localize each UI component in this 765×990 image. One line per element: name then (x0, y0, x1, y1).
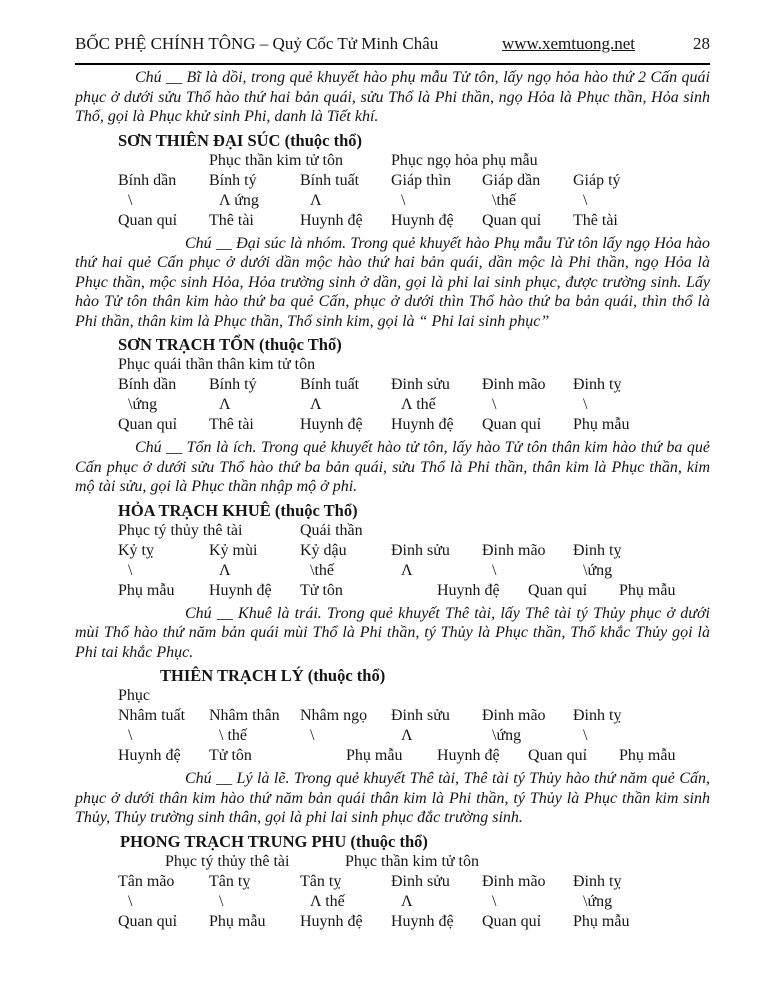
relative-role: Tử tôn (300, 581, 343, 599)
relative-role: Tử tôn (209, 747, 252, 764)
stem-branch: Giáp dần (482, 171, 541, 189)
relative-roles-row (118, 912, 710, 932)
intro-commentary: Chú __ Bĩ là dồi, trong quẻ khuyết hào phụ mẫu Tử tôn, lấy ngọ hỏa hào thứ 2 Cấn quái phục ở dưới sửu Thổ hào thứ hai bản quái, sửu Thổ là Phi thần, ngọ Hỏa là Phục thần, Hỏa sinh Thổ, gọi là Phục khử sinh Phi, danh là Tiết khí. (75, 69, 710, 125)
relative-role: Huynh đệ (209, 581, 272, 599)
line-mark: \ (310, 727, 315, 744)
page-number: 28 (693, 34, 710, 53)
relative-role: Quan quỉ (118, 912, 178, 930)
relative-roles-row (118, 415, 710, 435)
relative-role: Huynh đệ (437, 581, 500, 599)
line-mark: Λ (310, 191, 322, 209)
hidden-spirit-note: Phục thần kim tử tôn (209, 151, 343, 169)
stem-branch: Đinh sửu (391, 541, 450, 559)
book-title: BỐC PHỆ CHÍNH TÔNG – Quỷ Cốc Tử Minh Châu (75, 34, 439, 53)
relative-roles-row (118, 211, 710, 231)
line-mark: \ứng (128, 396, 158, 413)
relative-roles-row (118, 746, 710, 766)
section-son-thien-dai-suc (75, 130, 710, 332)
page-header (75, 34, 710, 65)
section-son-trach-ton (75, 334, 710, 497)
stem-branch: Đinh tỵ (573, 541, 622, 559)
stem-branch: Đinh mão (482, 707, 546, 724)
section-title: HỎA TRẠCH KHUÊ (thuộc Thổ) (118, 500, 358, 520)
hidden-spirit-note: Phục tý thủy thê tài (165, 852, 290, 870)
line-mark: \ (128, 191, 133, 209)
line-mark: \ thế (219, 727, 247, 744)
relative-role: Phụ mẫu (209, 912, 266, 930)
hidden-spirit-note: Quái thần (300, 521, 363, 539)
stem-branch: Đinh sửu (391, 707, 450, 724)
commentary: Chú __ Đại súc là nhóm. Trong quẻ khuyết hào Phụ mẫu Tử tôn lấy ngọ Hỏa hào thứ hai quẻ Cấn phục ở dưới dần mộc hào thứ hai bản quái, dần mộc là Phi thần, ngọ Hỏa là Phục thần, mộc sinh Hỏa, Hỏa trường sinh ở dần, gọi là phi lai sinh phục, được trường sinh. Lấy hào Tử tôn thân kim hào thứ ba quẻ Cấn, phục ở dưới thìn Thổ hào thứ ba bản quái, thìn thổ là Phi thần, thân kim là Phục thần, Thổ sinh kim, gọi là “ Phi lai sinh phục” (75, 234, 710, 330)
commentary: Chú __ Tổn là ích. Trong quẻ khuyết hào tử tôn, lấy hào Tử tôn thân kim hào thứ ba quẻ Cấn phục ở dưới sửu Thổ hào thứ ba bản quái, sửu Thổ là Phi thần, thân kim là Phục thần, kim mộ tài sửu, gọi là Phục thần nhập mộ ở phi. (75, 439, 710, 495)
line-marks-row (118, 395, 710, 415)
relative-role: Huynh đệ (118, 747, 181, 764)
relative-role: Quan quỉ (482, 912, 542, 930)
line-mark: \ (583, 191, 588, 209)
line-marks-row (118, 561, 710, 581)
hidden-spirit-note: Phục quái thần thân kim tử tôn (118, 356, 316, 373)
line-mark: Λ (401, 727, 413, 744)
relative-role: Phụ mẫu (573, 416, 630, 433)
stem-branch: Tân mão (118, 872, 175, 890)
relative-role: Huynh đệ (391, 416, 454, 433)
relative-role: Huynh đệ (391, 912, 454, 930)
line-mark: \ứng (583, 892, 613, 910)
relative-role: Thê tài (209, 211, 254, 229)
line-mark: Λ (401, 892, 413, 910)
hidden-spirit-note-row (75, 355, 710, 375)
relative-role: Thê tài (209, 416, 254, 433)
line-mark: \ (583, 727, 588, 744)
stem-branch: Đinh tỵ (573, 707, 622, 724)
commentary: Chú __ Lý là lẽ. Trong quẻ khuyết Thê tài, Thê tài tý Thủy hào thứ năm quẻ Cấn, phục ở dưới thân kim hào thứ năm bản quái thân kim là Phi thần, tý Thủy là Phục thần kim sinh Thủy, Thủy trường sinh thân, gọi là phi lai sinh phục đắc trường sinh. (75, 770, 710, 826)
stem-branch: Bính dần (118, 376, 177, 393)
line-mark: Λ ứng (219, 191, 259, 209)
section-title: PHONG TRẠCH TRUNG PHU (thuộc thổ) (120, 831, 428, 851)
relative-roles-row (118, 581, 710, 601)
relative-role: Huynh đệ (300, 912, 363, 930)
commentary: Chú __ Khuê là trái. Trong quẻ khuyết Thê tài, lấy Thê tài tý Thủy phục ở dưới mùi Thổ hào thứ năm bản quái mùi Thổ là Phi thần, tý Thủy là Phục thần, Thổ khắc Thủy gọi là Phi tai khắc Phục. (75, 604, 710, 661)
relative-role: Huynh đệ (391, 211, 454, 229)
relative-role: Quan quỉ (482, 416, 542, 433)
line-mark: \ (492, 561, 497, 579)
hidden-spirit-note: Phục tý thủy thê tài (118, 521, 243, 539)
line-mark: Λ (219, 561, 231, 579)
section-title: SƠN TRẠCH TỔN (thuộc Thổ) (118, 335, 342, 354)
line-marks-row (118, 191, 710, 211)
hidden-spirit-note-row (75, 852, 710, 872)
stem-branch: Đinh mão (482, 376, 546, 393)
relative-role: Phụ mẫu (118, 581, 175, 599)
line-mark: \ (583, 396, 588, 413)
relative-role: Phụ mẫu (619, 581, 676, 599)
stem-branch: Đinh mão (482, 541, 546, 559)
relative-role: Huynh đệ (300, 211, 363, 229)
line-mark: Λ (401, 561, 413, 579)
section-phong-trach-trung-phu (75, 831, 710, 932)
stem-branch-row (118, 375, 710, 395)
stem-branch: Kỷ dậu (300, 541, 347, 559)
line-mark: \thế (310, 561, 334, 579)
stem-branch-row (118, 541, 710, 561)
stem-branch: Nhâm tuất (118, 707, 186, 724)
stem-branch-row (118, 872, 710, 892)
stem-branch: Đinh sửu (391, 376, 450, 393)
hidden-spirit-note: Phục (118, 687, 150, 704)
relative-role: Thê tài (573, 211, 618, 229)
relative-role: Quan quỉ (528, 581, 588, 599)
website-link[interactable]: www.xemtuong.net (502, 34, 635, 53)
line-mark: \ (219, 892, 224, 910)
hidden-spirit-note-row (75, 151, 710, 171)
stem-branch: Đinh tỵ (573, 376, 622, 393)
line-mark: \ứng (492, 727, 522, 744)
stem-branch: Đinh sửu (391, 872, 450, 890)
stem-branch: Bính tý (209, 376, 257, 393)
hidden-spirit-note: Phục thần kim tử tôn (345, 852, 479, 870)
relative-role: Huynh đệ (437, 747, 500, 764)
stem-branch: Nhâm ngọ (300, 707, 368, 724)
line-mark: \thế (492, 191, 516, 209)
stem-branch: Kỷ mùi (209, 541, 258, 559)
line-mark: Λ thế (310, 892, 345, 910)
line-mark: Λ thế (401, 396, 436, 413)
section-title: THIÊN TRẠCH LÝ (thuộc thổ) (160, 666, 386, 685)
line-mark: \ (128, 561, 133, 579)
line-mark: Λ (310, 396, 322, 413)
stem-branch: Đinh mão (482, 872, 546, 890)
stem-branch: Kỷ tỵ (118, 541, 154, 559)
stem-branch-row (118, 171, 710, 191)
relative-role: Quan quỉ (528, 747, 588, 764)
stem-branch: Đinh tỵ (573, 872, 622, 890)
line-mark: \ (401, 191, 406, 209)
stem-branch: Bính tuất (300, 171, 360, 189)
relative-role: Quan quỉ (118, 416, 178, 433)
line-mark: \ (492, 892, 497, 910)
line-marks-row (118, 726, 710, 746)
stem-branch: Bính tuất (300, 376, 360, 393)
relative-role: Quan quỉ (118, 211, 178, 229)
relative-role: Phụ mẫu (573, 912, 630, 930)
stem-branch: Bính dần (118, 171, 177, 189)
line-mark: Λ (219, 396, 231, 413)
relative-role: Quan quỉ (482, 211, 542, 229)
relative-role: Phụ mẫu (619, 747, 676, 764)
stem-branch: Bính tý (209, 171, 257, 189)
line-marks-row (118, 892, 710, 912)
relative-role: Phụ mẫu (346, 747, 403, 764)
stem-branch: Tân tỵ (209, 872, 251, 890)
line-mark: \ (128, 892, 133, 910)
section-title: SƠN THIÊN ĐẠI SÚC (thuộc thổ) (118, 130, 363, 150)
stem-branch-row (118, 706, 710, 726)
section-hoa-trach-khue (75, 500, 710, 663)
stem-branch: Giáp thìn (391, 171, 451, 189)
relative-role: Huynh đệ (300, 416, 363, 433)
stem-branch: Nhâm thân (209, 707, 280, 724)
hidden-spirit-note-row (75, 686, 710, 706)
stem-branch: Tân tỵ (300, 872, 342, 890)
line-mark: \ (492, 396, 497, 413)
hidden-spirit-note-row (75, 521, 710, 541)
stem-branch: Giáp tý (573, 171, 621, 189)
line-mark: \ứng (583, 561, 613, 579)
hidden-spirit-note: Phục ngọ hỏa phụ mẫu (391, 151, 538, 169)
section-thien-trach-ly (75, 665, 710, 828)
line-mark: \ (128, 727, 133, 744)
